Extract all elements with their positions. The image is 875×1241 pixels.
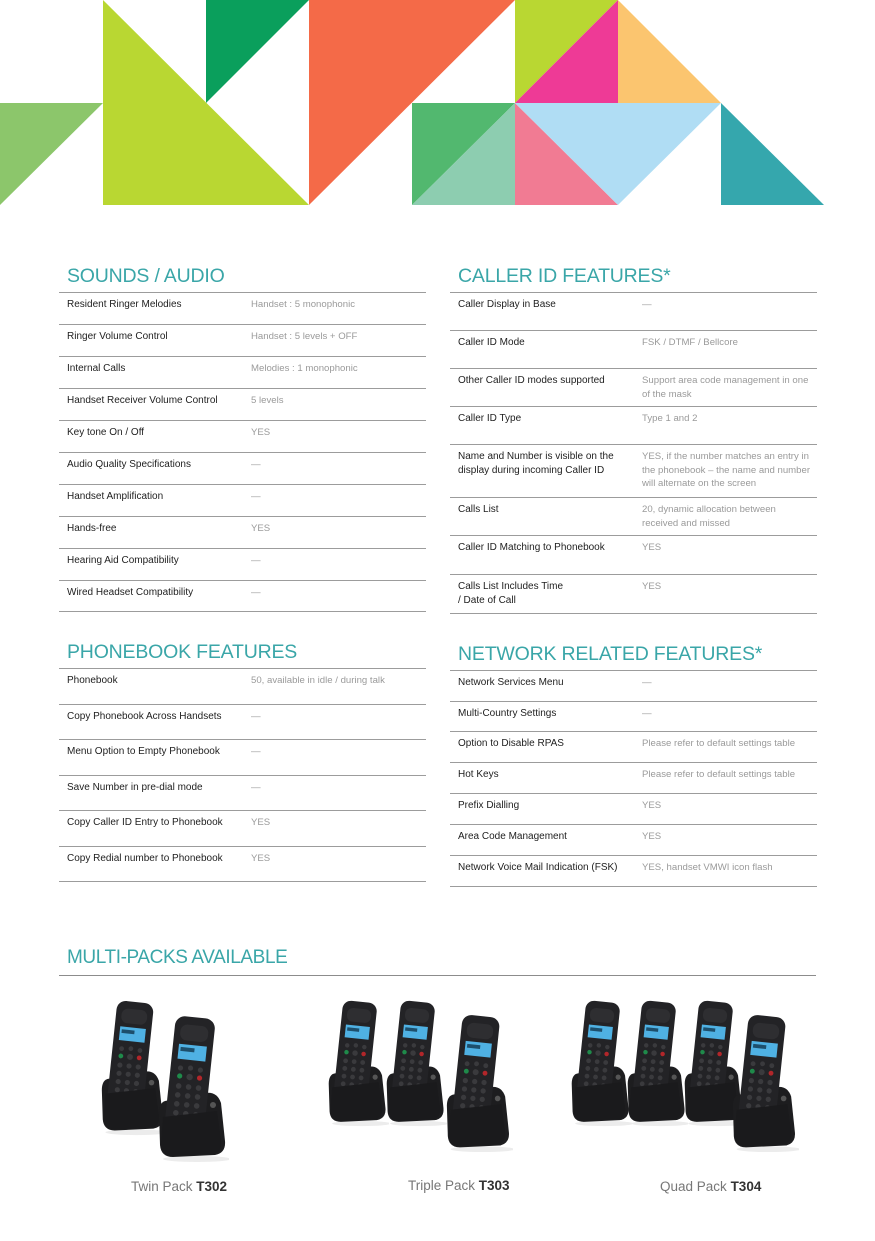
spec-label: Save Number in pre-dial mode	[67, 782, 203, 793]
table-row	[450, 574, 817, 613]
spec-label: Copy Redial number to Phonebook	[67, 853, 223, 864]
spec-value: Please refer to default settings table	[642, 738, 796, 749]
pack-name: Quad Pack	[660, 1179, 727, 1194]
spec-label: Prefix Dialling	[458, 800, 520, 811]
table-row	[450, 701, 817, 731]
table-row	[59, 704, 426, 739]
table-row	[450, 292, 817, 330]
pack-caption	[131, 1179, 227, 1194]
spec-value: 20, dynamic allocation between received and missed	[642, 504, 776, 529]
spec-label: Handset Amplification	[67, 491, 164, 502]
phone-image	[570, 998, 632, 1132]
spec-label: Network Voice Mail Indication (FSK)	[458, 862, 618, 873]
pack-model: T304	[730, 1179, 762, 1194]
spec-value: 5 levels	[251, 395, 284, 406]
table-row	[450, 855, 817, 886]
table-row	[450, 762, 817, 793]
spec-label: Calls List Includes Time / Date of Call	[458, 581, 564, 606]
spec-value: Please refer to default settings table	[642, 769, 796, 780]
spec-label: Caller ID Type	[458, 413, 522, 424]
divider	[59, 975, 816, 976]
decorative-triangle-banner	[0, 0, 875, 210]
table-row	[450, 330, 817, 368]
spec-value: Handset : 5 levels + OFF	[251, 331, 358, 342]
spec-label: Other Caller ID modes supported	[458, 375, 605, 386]
pack-twin	[95, 998, 295, 1178]
table-row	[59, 324, 426, 356]
spec-value: —	[642, 677, 652, 688]
phone-image	[327, 998, 389, 1132]
spec-value: YES	[251, 523, 271, 534]
table-row	[450, 444, 817, 497]
spec-label: Phonebook	[67, 675, 118, 686]
table-row	[59, 292, 426, 324]
spec-value: —	[251, 587, 261, 598]
spec-label: Resident Ringer Melodies	[67, 299, 182, 310]
table-row	[59, 356, 426, 388]
table-row	[59, 739, 426, 775]
spec-label: Hot Keys	[458, 769, 499, 780]
spec-value: —	[642, 708, 652, 719]
spec-value: —	[251, 555, 261, 566]
spec-value: Type 1 and 2	[642, 413, 698, 424]
spec-value: YES, handset VMWI icon flash	[642, 862, 773, 873]
spec-value: YES	[251, 817, 271, 828]
spec-value: Melodies : 1 monophonic	[251, 363, 358, 374]
phone-handset-icon	[385, 998, 447, 1127]
spec-value: FSK / DTMF / Bellcore	[642, 337, 738, 348]
table-row	[59, 580, 426, 611]
phone-image	[385, 998, 447, 1132]
spec-label: Hearing Aid Compatibility	[67, 555, 179, 566]
spec-label: Copy Phonebook Across Handsets	[67, 711, 222, 722]
multipacks-title: MULTI-PACKS AVAILABLE	[67, 947, 288, 968]
spec-label: Area Code Management	[458, 831, 567, 842]
table-row	[59, 846, 426, 881]
spec-value: Support area code management in one of the mask	[642, 375, 809, 400]
spec-label: Network Services Menu	[458, 677, 564, 688]
table-row	[59, 810, 426, 846]
phone-handset-icon	[327, 998, 389, 1127]
table-row	[59, 516, 426, 548]
table-row	[59, 452, 426, 484]
spec-label: Name and Number is visible on the display during incoming Caller ID	[458, 451, 614, 476]
table-row	[450, 497, 817, 535]
table-row	[59, 668, 426, 704]
table-row	[59, 388, 426, 420]
section-title: NETWORK RELATED FEATURES*	[458, 643, 763, 665]
spec-label: Copy Caller ID Entry to Phonebook	[67, 817, 223, 828]
pack-name: Triple Pack	[408, 1178, 476, 1193]
table-row	[450, 824, 817, 855]
banner-triangle	[721, 103, 824, 205]
pack-name: Twin Pack	[131, 1179, 193, 1194]
spec-value: YES	[642, 800, 662, 811]
spec-label: Multi-Country Settings	[458, 708, 557, 719]
spec-label: Caller ID Matching to Phonebook	[458, 542, 605, 553]
spec-label: Hands-free	[67, 523, 117, 534]
table-row	[450, 406, 817, 444]
section-title: CALLER ID FEATURES*	[458, 265, 671, 287]
pack-quad	[568, 998, 818, 1178]
phone-handset-icon	[445, 1012, 513, 1153]
spec-value: —	[251, 491, 261, 502]
phone-image	[626, 998, 688, 1132]
spec-label: Ringer Volume Control	[67, 331, 168, 342]
spec-value: YES	[251, 427, 271, 438]
spec-value: YES	[642, 542, 662, 553]
table-row	[450, 535, 817, 574]
spec-label: Option to Disable RPAS	[458, 738, 564, 749]
phone-handset-icon	[570, 998, 632, 1127]
phone-image	[731, 1012, 799, 1158]
banner-triangle	[206, 0, 309, 103]
table-row	[59, 484, 426, 516]
banner-triangle	[0, 103, 103, 205]
section-title: SOUNDS / AUDIO	[67, 265, 225, 287]
table-row	[450, 793, 817, 824]
section-title: PHONEBOOK FEATURES	[67, 641, 298, 663]
spec-label: Caller ID Mode	[458, 337, 525, 348]
pack-model: T302	[196, 1179, 228, 1194]
spec-value: Handset : 5 monophonic	[251, 299, 355, 310]
spec-label: Calls List	[458, 504, 499, 515]
divider	[59, 881, 426, 882]
spec-value: —	[251, 782, 261, 793]
phone-handset-icon	[626, 998, 688, 1127]
spec-value: —	[251, 459, 261, 470]
divider	[59, 611, 426, 612]
table-row	[59, 775, 426, 810]
phone-image	[445, 1012, 513, 1158]
table-row	[450, 368, 817, 406]
spec-label: Handset Receiver Volume Control	[67, 395, 218, 406]
table-row	[450, 670, 817, 701]
spec-label: Key tone On / Off	[67, 427, 145, 438]
spec-label: Caller Display in Base	[458, 299, 556, 310]
table-row	[59, 548, 426, 580]
spec-value: YES, if the number matches an entry in the phonebook – the name and number will alternate on the screen	[642, 451, 811, 489]
pack-caption	[408, 1178, 510, 1193]
phone-handset-icon	[731, 1012, 799, 1153]
table-row	[450, 731, 817, 762]
spec-value: —	[251, 711, 261, 722]
divider	[450, 886, 817, 887]
spec-value: 50, available in idle / during talk	[251, 675, 385, 686]
spec-label: Menu Option to Empty Phonebook	[67, 746, 220, 757]
banner-triangle	[618, 0, 721, 103]
phone-handset-icon	[157, 1013, 229, 1163]
pack-triple	[322, 998, 522, 1178]
spec-value: YES	[642, 831, 662, 842]
spec-value: YES	[642, 581, 662, 592]
spec-value: YES	[251, 853, 271, 864]
pack-caption	[660, 1179, 761, 1194]
spec-label: Internal Calls	[67, 363, 126, 374]
divider	[450, 613, 817, 614]
pack-model: T303	[478, 1178, 510, 1193]
spec-value: —	[642, 299, 652, 310]
phone-image	[157, 1013, 229, 1168]
table-row	[59, 420, 426, 452]
spec-label: Wired Headset Compatibility	[67, 587, 194, 598]
spec-value: —	[251, 746, 261, 757]
spec-label: Audio Quality Specifications	[67, 459, 191, 470]
